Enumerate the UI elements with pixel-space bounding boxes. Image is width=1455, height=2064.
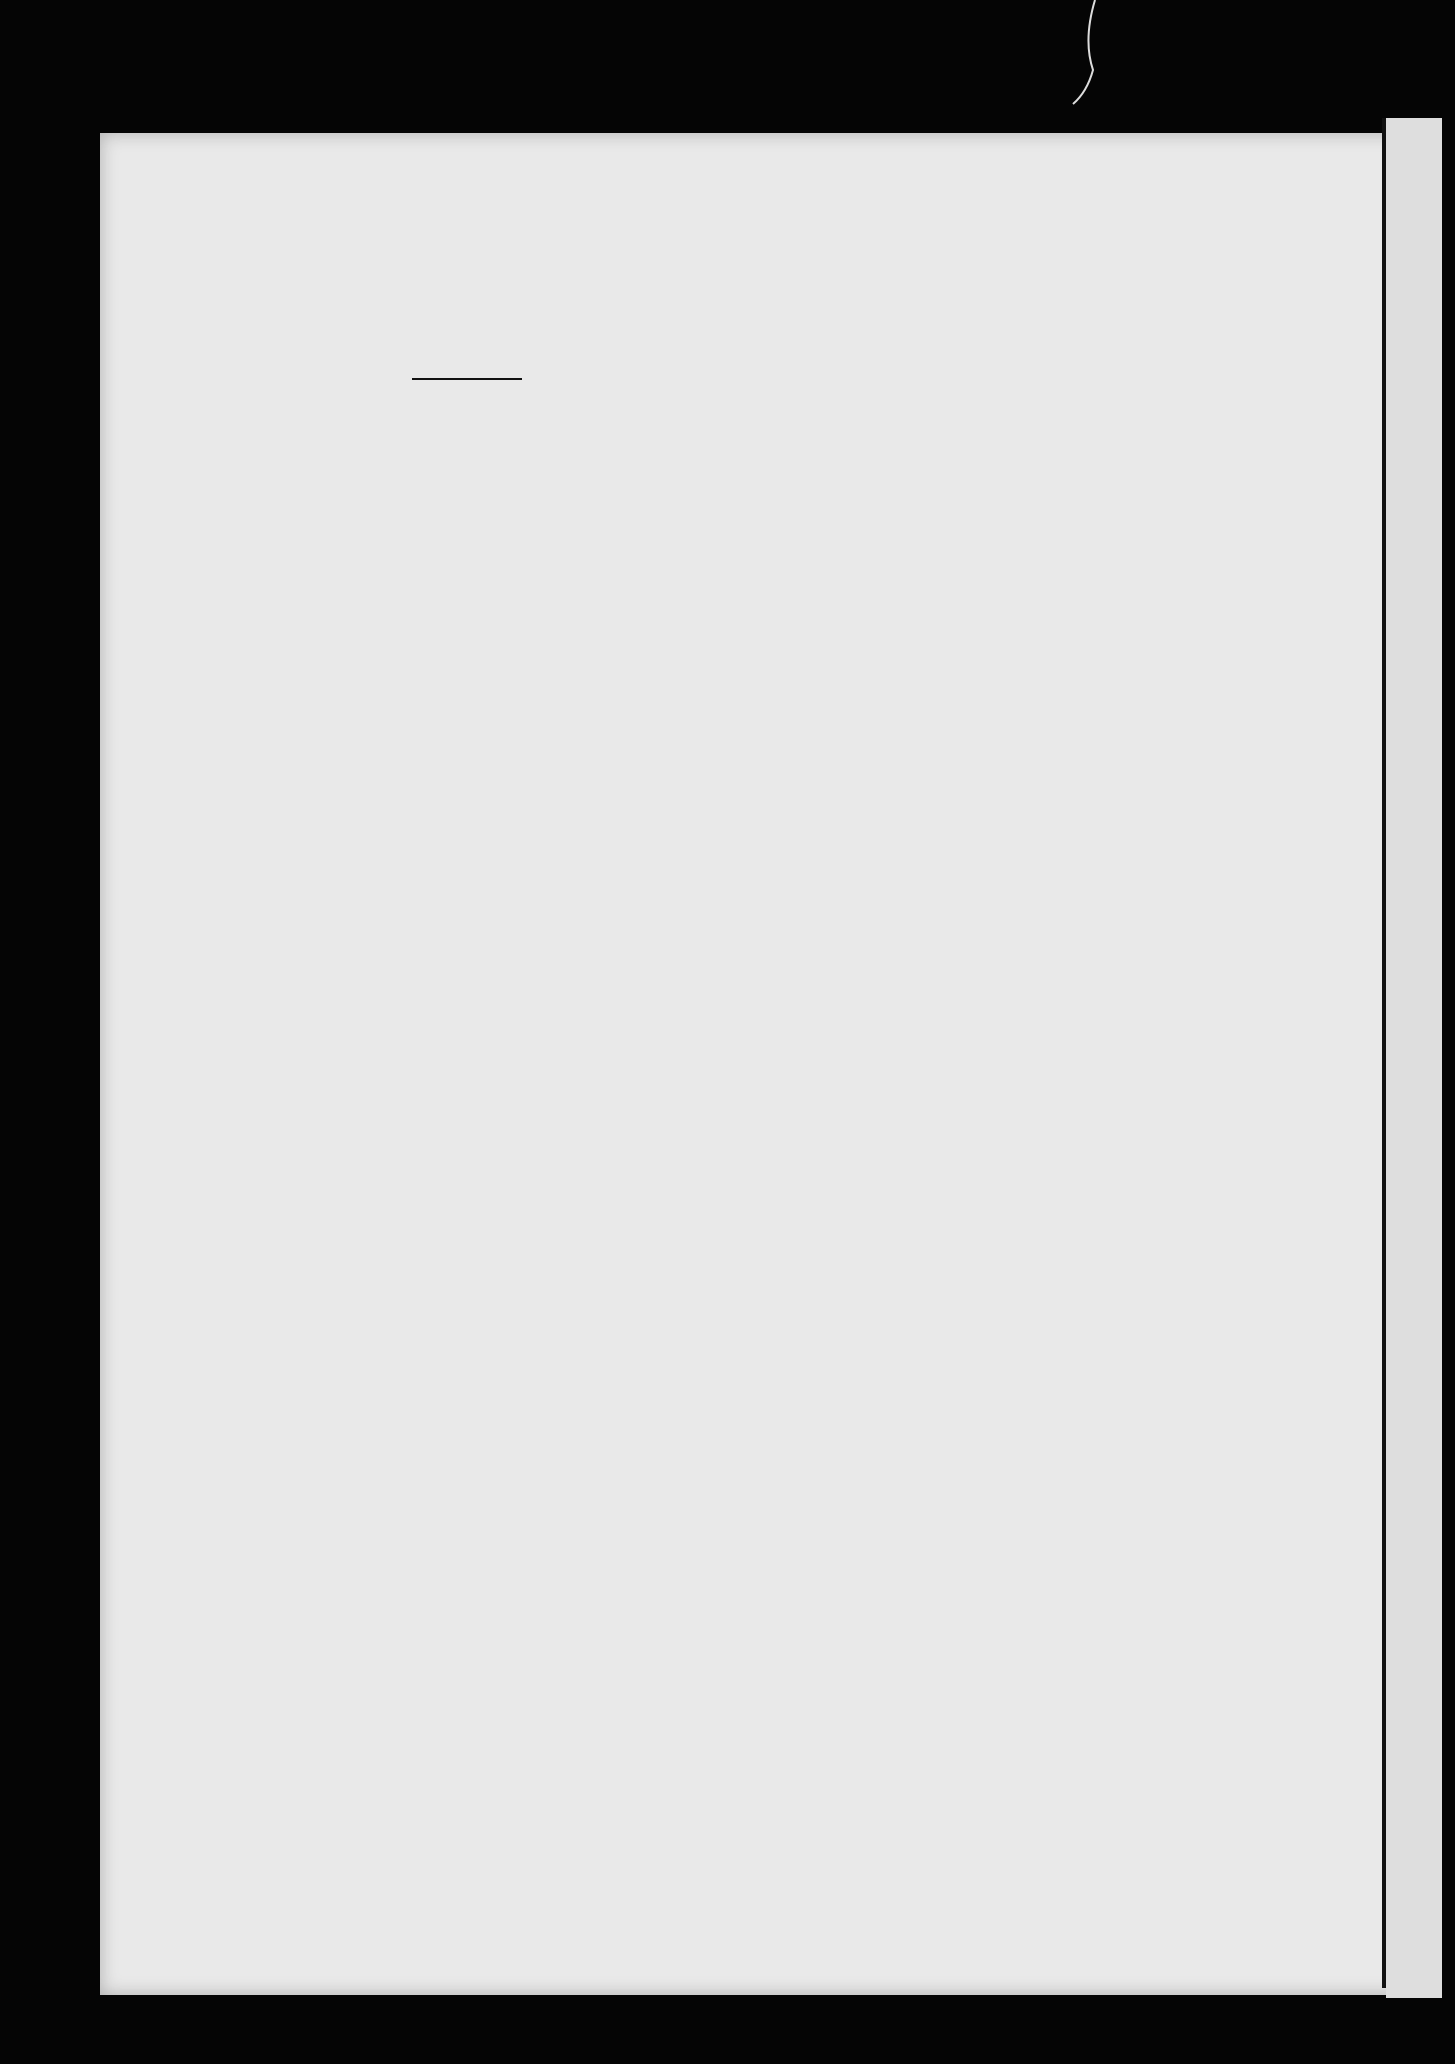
footnote-rule <box>412 378 522 380</box>
scan-artifact <box>1065 0 1105 110</box>
page-text <box>390 340 1250 396</box>
book-page <box>100 133 1412 1995</box>
facing-page-edge <box>1386 118 1442 1998</box>
